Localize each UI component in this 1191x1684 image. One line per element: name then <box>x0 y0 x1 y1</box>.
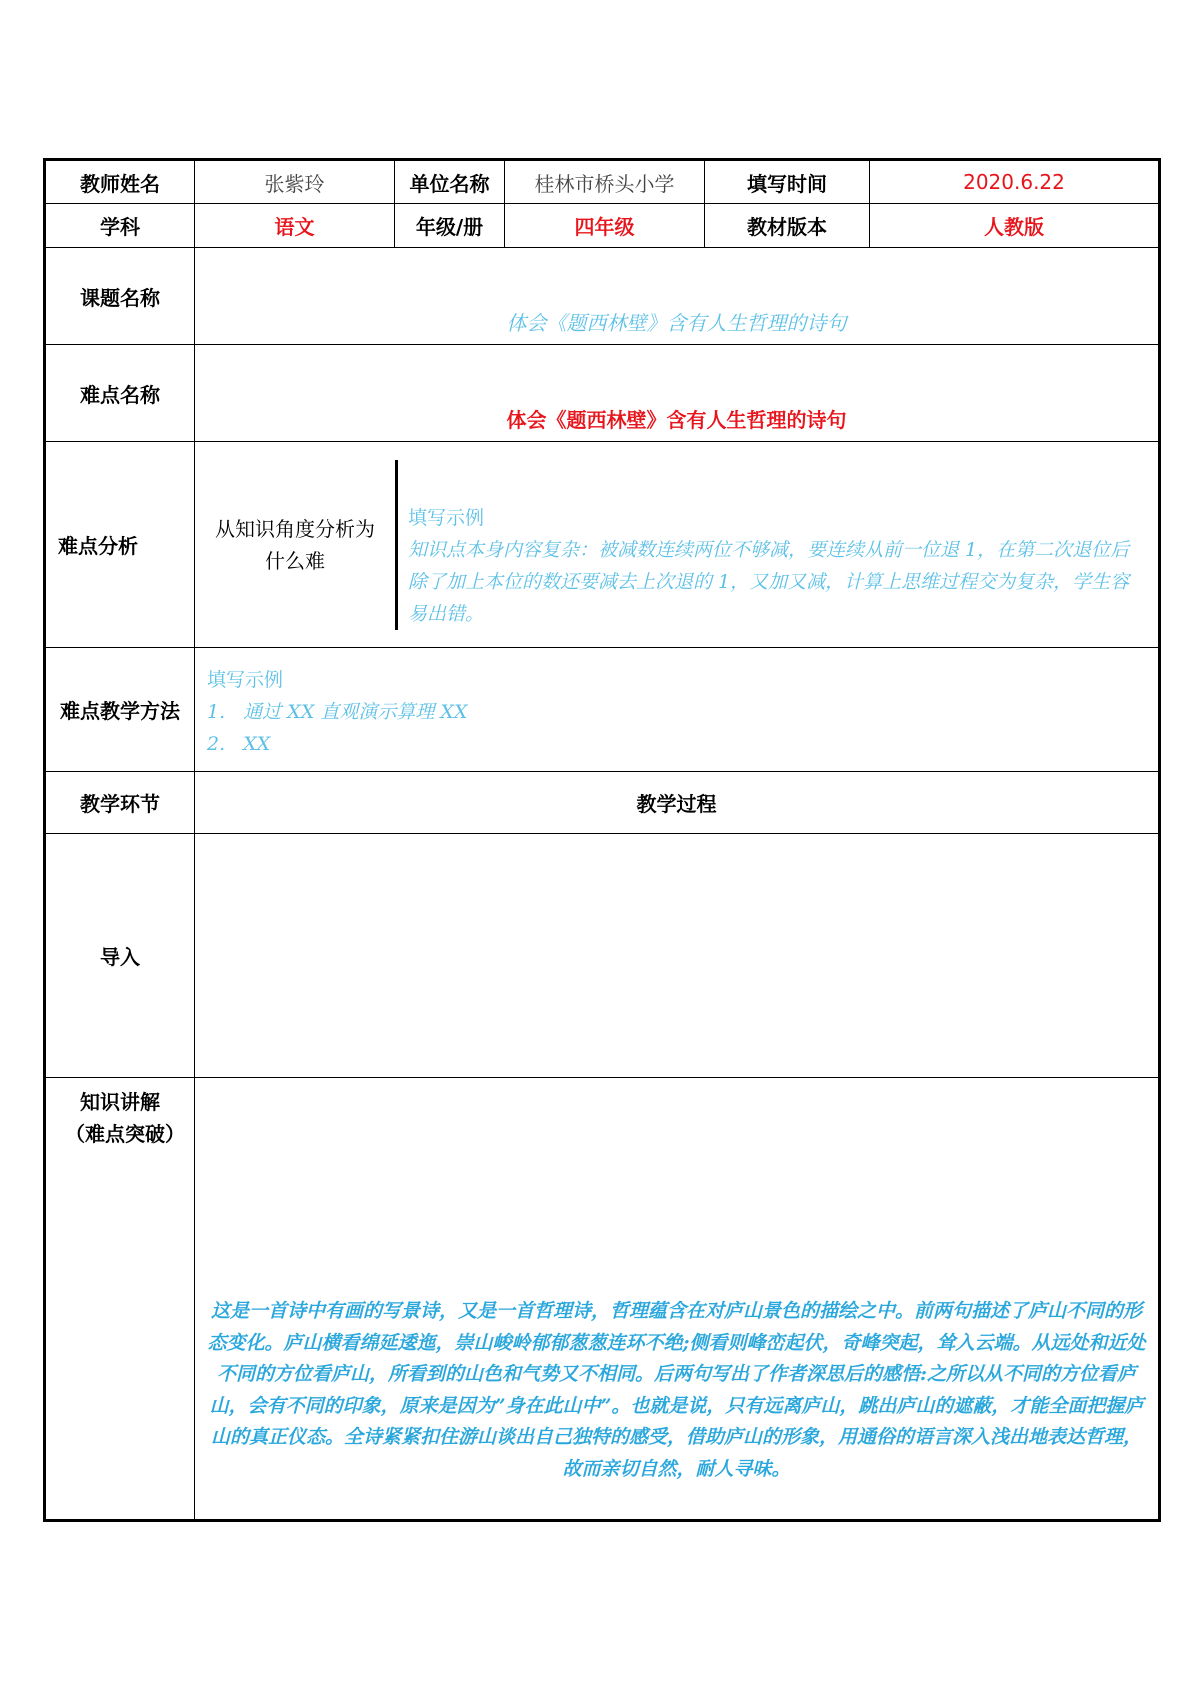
intro-label: 导入 <box>45 834 195 1078</box>
edition-value: 人教版 <box>870 204 1160 248</box>
method-row <box>45 648 1160 772</box>
header-row-1 <box>45 160 1160 204</box>
knowledge-content <box>195 1078 1160 1521</box>
analysis-example <box>397 460 1159 630</box>
difficulty-value: 体会《题西林壁》含有人生哲理的诗句 <box>506 408 847 432</box>
analysis-cell <box>195 442 1160 648</box>
method-item: 2. XX <box>207 733 271 755</box>
subject-value: 语文 <box>195 204 395 248</box>
intro-row <box>45 834 1160 1078</box>
unit-name-value: 桂林市桥头小学 <box>505 160 705 204</box>
unit-name-label: 单位名称 <box>395 160 505 204</box>
teaching-process-label: 教学过程 <box>195 772 1160 834</box>
header-row-2 <box>45 204 1160 248</box>
poem-analysis-text: 这是一首诗中有画的写景诗，又是一首哲理诗，哲理蕴含在对庐山景色的描绘之中。前两句描述了庐山不同的形态变化。庐山横看绵延逶迤，崇山峻岭郁郁葱葱连环不绝;侧看则峰峦起伏，奇峰突起，耸入云端。从远处和近处不同的方位看庐山，所看到的山色和气势又不相同。后两句写出了作者深思后的感悟:之所以从不同的方位看庐山，会有不同的印象，原来是因为”身在此山中”。也就是说，只有远离庐山，跳出庐山的遮蔽，才能全面把握庐山的真正仪态。全诗紧紧扣住游山谈出自己独特的感受，借助庐山的形象，用通俗的语言深入浅出地表达哲理，故而亲切自然，耐人寻味。 <box>207 1300 1146 1480</box>
analysis-subtable <box>195 460 1158 630</box>
teaching-stage-label: 教学环节 <box>45 772 195 834</box>
topic-row <box>45 248 1160 345</box>
fill-date-value: 2020.6.22 <box>870 160 1160 204</box>
analysis-example-title: 填写示例 <box>408 506 485 529</box>
method-example-title: 填写示例 <box>207 669 284 691</box>
topic-label: 课题名称 <box>45 248 195 345</box>
knowledge-row <box>45 1078 1160 1521</box>
topic-value: 体会《题西林壁》含有人生哲理的诗句 <box>506 311 847 335</box>
knowledge-label: 知识讲解（难点突破） <box>45 1078 195 1521</box>
method-item: 1. 通过 XX 直观演示算理 XX <box>207 701 468 723</box>
teacher-name-label: 教师姓名 <box>45 160 195 204</box>
analysis-sub-label: 从知识角度分析为什么难 <box>195 460 397 630</box>
difficulty-row <box>45 345 1160 442</box>
analysis-row <box>45 442 1160 648</box>
process-header-row <box>45 772 1160 834</box>
method-cell <box>195 648 1160 772</box>
analysis-example-text: 知识点本身内容复杂：被减数连续两位不够减，要连续从前一位退 1，在第二次退位后除了加上本位的数还要减去上次退的 1，又加又减，计算上思维过程交为复杂，学生容易出错。 <box>408 538 1130 625</box>
method-label: 难点教学方法 <box>45 648 195 772</box>
grade-label: 年级/册 <box>395 204 505 248</box>
topic-cell <box>195 248 1160 345</box>
lesson-plan-table <box>43 158 1161 1522</box>
analysis-label: 难点分析 <box>45 442 195 648</box>
difficulty-label: 难点名称 <box>45 345 195 442</box>
teacher-name-value: 张紫玲 <box>195 160 395 204</box>
difficulty-cell <box>195 345 1160 442</box>
subject-label: 学科 <box>45 204 195 248</box>
edition-label: 教材版本 <box>705 204 870 248</box>
grade-value: 四年级 <box>505 204 705 248</box>
intro-content <box>195 834 1160 1078</box>
fill-date-label: 填写时间 <box>705 160 870 204</box>
